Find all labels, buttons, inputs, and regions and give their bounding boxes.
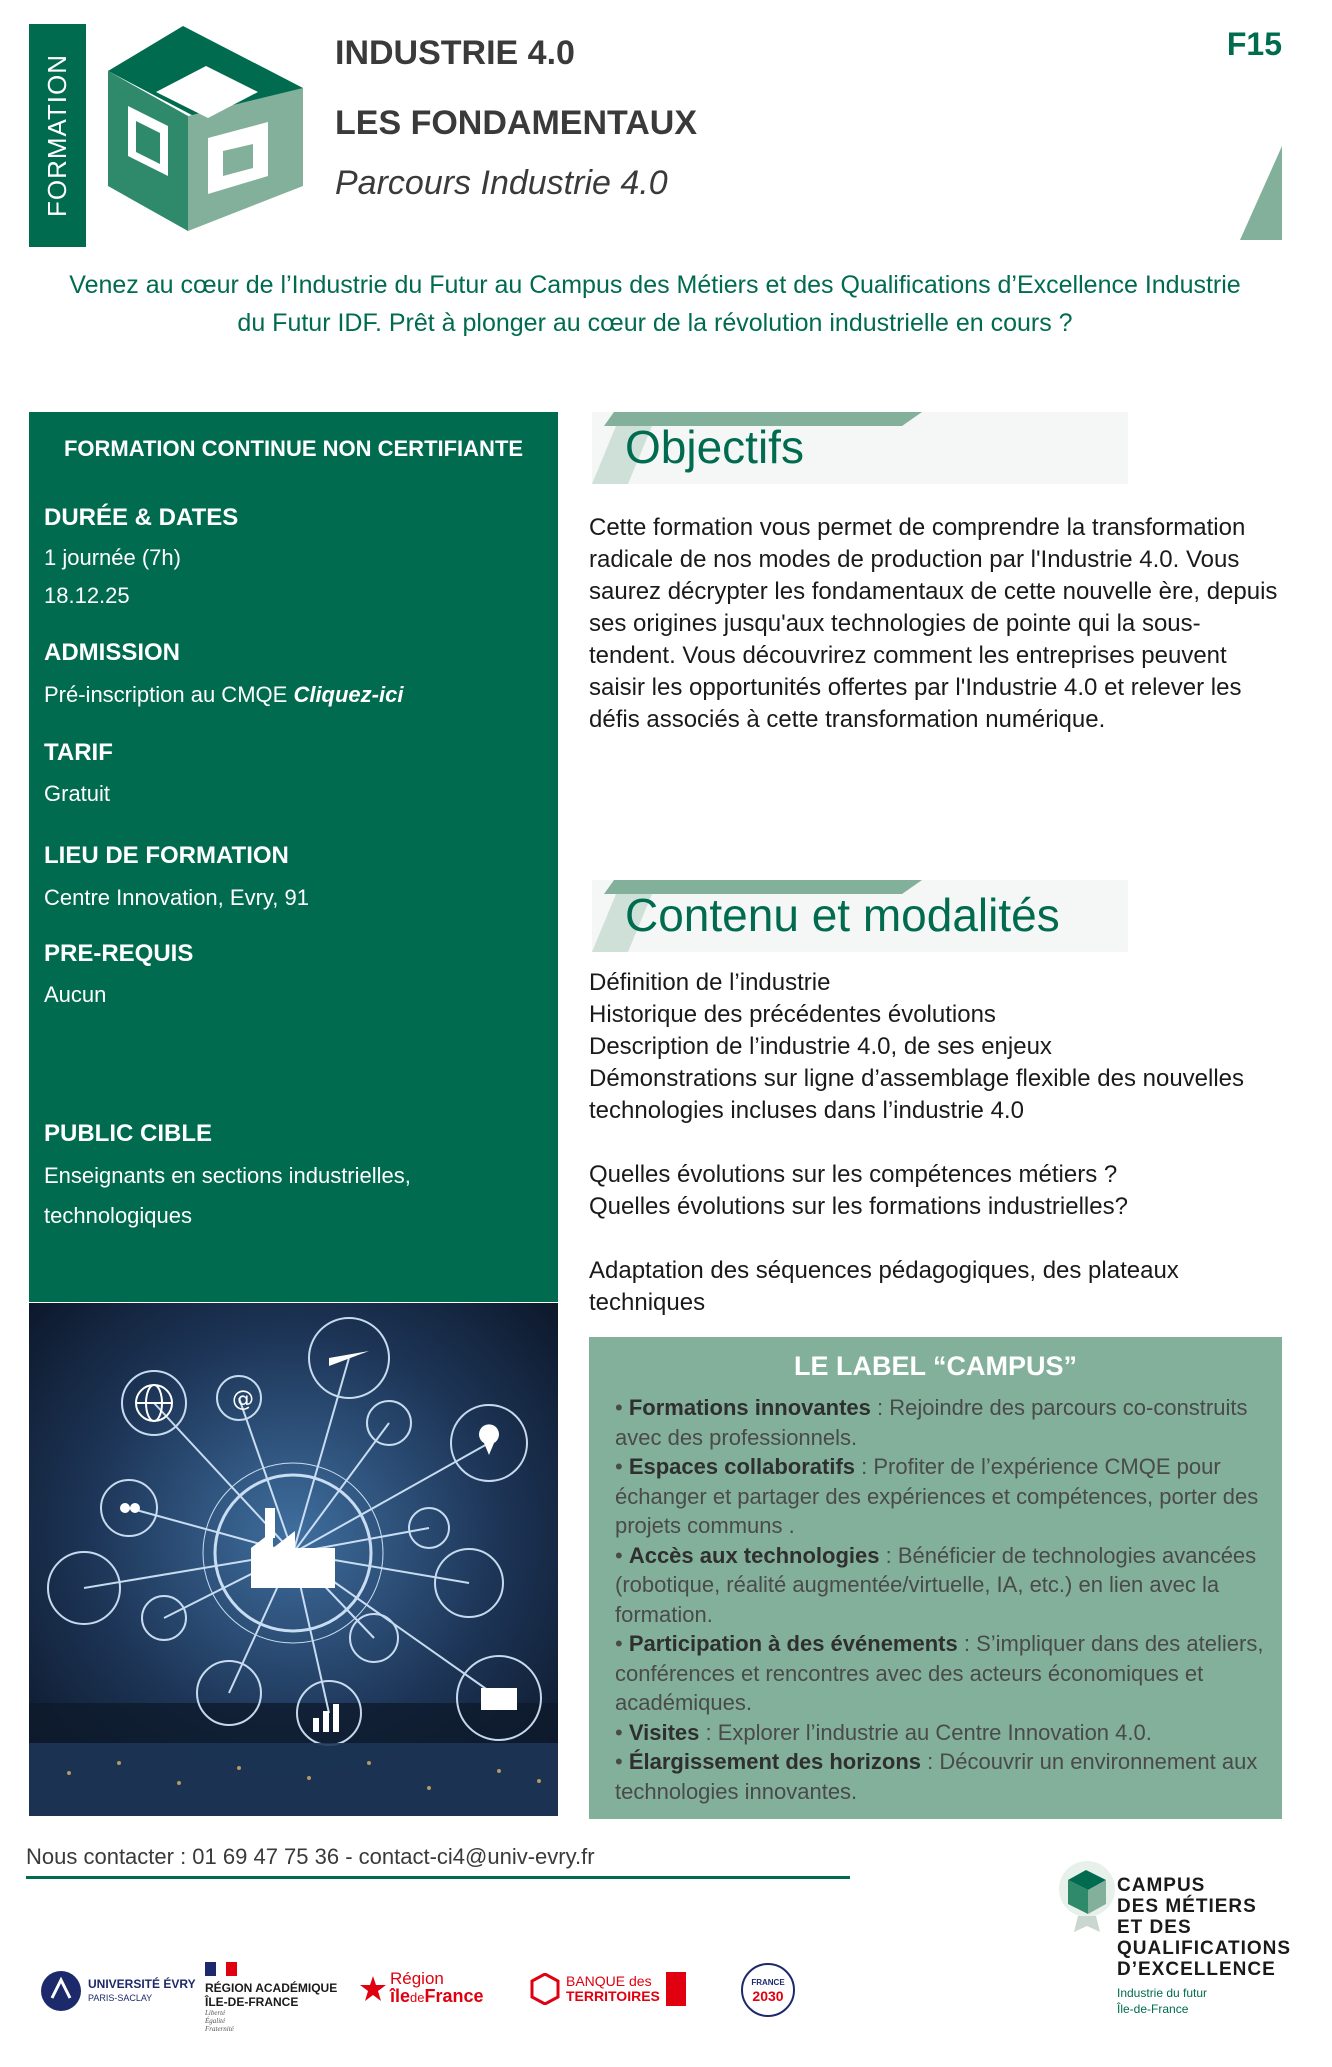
label-item-text: : Explorer l’industrie au Centre Innovation 4.0. bbox=[699, 1719, 1152, 1745]
region-idf-logo bbox=[360, 1970, 484, 2007]
contenu-line: Historique des précédentes évolutions bbox=[589, 1001, 996, 1028]
objectifs-text: Cette formation vous permet de comprendre la transformation radicale de nos modes de production par l'Industrie 4.0. Vous saurez décrypter les fondamentaux de cette nouvelle ère, depuis ses origines jusqu'aux technologies de pointe qui la sous-tendent. Vous découvrirez comment les entreprises peuvent saisir les opportunités offertes par l'Industrie 4.0 et relever les défis associés à cette transformation numérique. bbox=[589, 514, 1278, 733]
label-item-title: Formations innovantes bbox=[628, 1395, 871, 1420]
contact-divider bbox=[26, 1876, 850, 1879]
lieu-label: LIEU DE FORMATION bbox=[44, 842, 289, 869]
region-idf-star-icon bbox=[360, 1976, 386, 2002]
label-item-text: : Profiter de l’expérience CMQE pour échanger et partager des expériences et compétences, porter des projets communs . bbox=[615, 1454, 1259, 1538]
admission-link[interactable]: Cliquez-ici bbox=[293, 682, 404, 707]
tarif-label: TARIF bbox=[44, 739, 113, 766]
info-panel bbox=[29, 412, 558, 1302]
label-item-title: Participation à des événements bbox=[628, 1631, 958, 1656]
prereq-value: Aucun bbox=[44, 982, 107, 1007]
public-value-2: technologiques bbox=[44, 1203, 193, 1228]
label-item-title: Élargissement des horizons bbox=[628, 1749, 922, 1774]
region-idf-line2: îledeFrance bbox=[390, 1986, 484, 2006]
admission-text: Pré-inscription au CMQE bbox=[44, 682, 288, 707]
region-academique-logo bbox=[205, 1962, 337, 2033]
label-item-text: : S’impliquer dans des ateliers, conférences et rencontres avec des acteurs économiques et académiques. bbox=[615, 1631, 1264, 1715]
univ-sub: PARIS-SACLAY bbox=[88, 1993, 153, 2003]
banque-hexagon-icon bbox=[530, 1973, 560, 2005]
label-title: LE LABEL “CAMPUS” bbox=[793, 1351, 1077, 1381]
label-item-text: : Rejoindre des parcours co-construits avec des professionnels. bbox=[615, 1395, 1248, 1450]
region-idf-line1: Région bbox=[390, 1969, 444, 1988]
univ-evry-icon bbox=[40, 1970, 82, 2012]
contenu-title: Contenu et modalités bbox=[625, 889, 1060, 941]
contenu-line: Quelles évolutions sur les formations industrielles? bbox=[589, 1193, 1128, 1220]
prereq-label: PRE-REQUIS bbox=[44, 940, 194, 967]
france-2030-line2: 2030 bbox=[752, 1988, 784, 2004]
label-item-title: Accès aux technologies bbox=[628, 1542, 880, 1568]
contenu-line: Description de l’industrie 4.0, de ses enjeux bbox=[589, 1033, 1052, 1060]
decorative-triangle bbox=[1240, 146, 1282, 240]
lieu-value: Centre Innovation, Evry, 91 bbox=[44, 885, 309, 910]
label-item: • Accès aux technologies : Bénéficier de technologies avancées (robotique, réalité augmentée/virtuelle, IA, etc.) en lien avec la formation. bbox=[615, 1542, 1257, 1627]
label-item: • Visites : Explorer l’industrie au Centre Innovation 4.0. bbox=[615, 1719, 1152, 1745]
page-subtitle: Parcours Industrie 4.0 bbox=[335, 164, 668, 202]
duration-value: 1 journée (7h) bbox=[44, 545, 181, 570]
label-item: • Élargissement des horizons : Découvrir un environnement aux technologies innovantes. bbox=[615, 1749, 1258, 1804]
tarif-value: Gratuit bbox=[44, 781, 111, 806]
formation-side-bar bbox=[29, 24, 86, 247]
label-item-title: Espaces collaboratifs bbox=[628, 1454, 856, 1479]
france-2030-logo bbox=[740, 1962, 796, 2023]
intro-text: Venez au cœur de l’Industrie du Futur au Campus des Métiers et des Qualifications d’Excellence Industrie du Futur IDF. Prêt à plonger au cœur de la révolution industrielle en cours ? bbox=[69, 271, 1241, 337]
contenu-line: Adaptation des séquences pédagogiques, des plateaux techniques bbox=[589, 1257, 1179, 1316]
region-acad-line2: ÎLE-DE-FRANCE bbox=[205, 1995, 299, 2009]
svg-text:@: @ bbox=[232, 1387, 254, 1412]
campus-subtitle: Industrie du futur Île-de-France bbox=[1117, 1986, 1208, 2016]
contenu-line: Définition de l’industrie bbox=[589, 969, 831, 996]
public-label: PUBLIC CIBLE bbox=[44, 1120, 212, 1147]
date-value: 18.12.25 bbox=[44, 583, 130, 608]
page-title-line2: LES FONDAMENTAUX bbox=[335, 104, 698, 142]
label-item-text: : Découvrir un environnement aux technologies innovantes. bbox=[615, 1749, 1258, 1804]
region-acad-motto: Liberté Égalité Fraternité bbox=[205, 2009, 234, 2033]
admission-label: ADMISSION bbox=[44, 639, 181, 666]
campus-cube-icon bbox=[1056, 1858, 1118, 1934]
univ-evry-logo bbox=[40, 1970, 196, 2012]
banque-territoires-logo bbox=[530, 1972, 686, 2006]
label-item: • Espaces collaboratifs : Profiter de l’expérience CMQE pour échanger et partager des expériences et compétences, porter des projets communs . bbox=[615, 1454, 1259, 1538]
france-2030-line1: FRANCE bbox=[751, 1978, 785, 1987]
formation-side-label: FORMATION bbox=[42, 53, 72, 218]
univ-name: UNIVERSITÉ ÉVRY bbox=[88, 1977, 196, 1991]
contenu-line: Quelles évolutions sur les compétences métiers ? bbox=[589, 1161, 1118, 1188]
campus-label-box bbox=[589, 1337, 1282, 1819]
duration-label: DURÉE & DATES bbox=[44, 504, 239, 531]
industry-network-illustration bbox=[29, 1303, 558, 1816]
objectifs-title: Objectifs bbox=[625, 421, 804, 473]
campus-wordmark: CAMPUS DES MÉTIERS ET DES QUALIFICATIONS D’EXCELLENCE bbox=[1117, 1875, 1292, 1980]
label-list bbox=[615, 1393, 1265, 1806]
contact-info: Nous contacter : 01 69 47 75 36 - contact-ci4@univ-evry.fr bbox=[26, 1844, 595, 1869]
public-value-1: Enseignants en sections industrielles, bbox=[44, 1163, 411, 1188]
cube-logo-icon bbox=[108, 26, 303, 231]
contenu-list bbox=[589, 967, 1279, 1319]
info-heading: FORMATION CONTINUE NON CERTIFIANTE bbox=[63, 436, 524, 461]
admission-value bbox=[44, 675, 403, 714]
marianne-flag-icon bbox=[205, 1962, 237, 1976]
label-item: • Formations innovantes : Rejoindre des parcours co-construits avec des professionnels. bbox=[615, 1395, 1248, 1450]
contenu-line: Démonstrations sur ligne d’assemblage flexible des nouvelles technologies incluses dans l’industrie 4.0 bbox=[589, 1065, 1245, 1124]
page-title-line1: INDUSTRIE 4.0 bbox=[335, 34, 575, 72]
label-item: • Participation à des événements : S’impliquer dans des ateliers, conférences et rencontres avec des acteurs économiques et académiques. bbox=[615, 1631, 1264, 1715]
label-item-text: : Bénéficier de technologies avancées (robotique, réalité augmentée/virtuelle, IA, etc.) en lien avec la formation. bbox=[615, 1542, 1257, 1627]
label-item-title: Visites bbox=[628, 1719, 700, 1745]
formation-code: F15 bbox=[1226, 26, 1282, 62]
banque-line2: TERRITOIRES bbox=[566, 1988, 660, 2004]
groupe-cdc-icon bbox=[666, 1972, 686, 2006]
region-acad-line1: RÉGION ACADÉMIQUE bbox=[205, 1981, 338, 1995]
banque-line1: BANQUE des bbox=[566, 1973, 652, 1989]
